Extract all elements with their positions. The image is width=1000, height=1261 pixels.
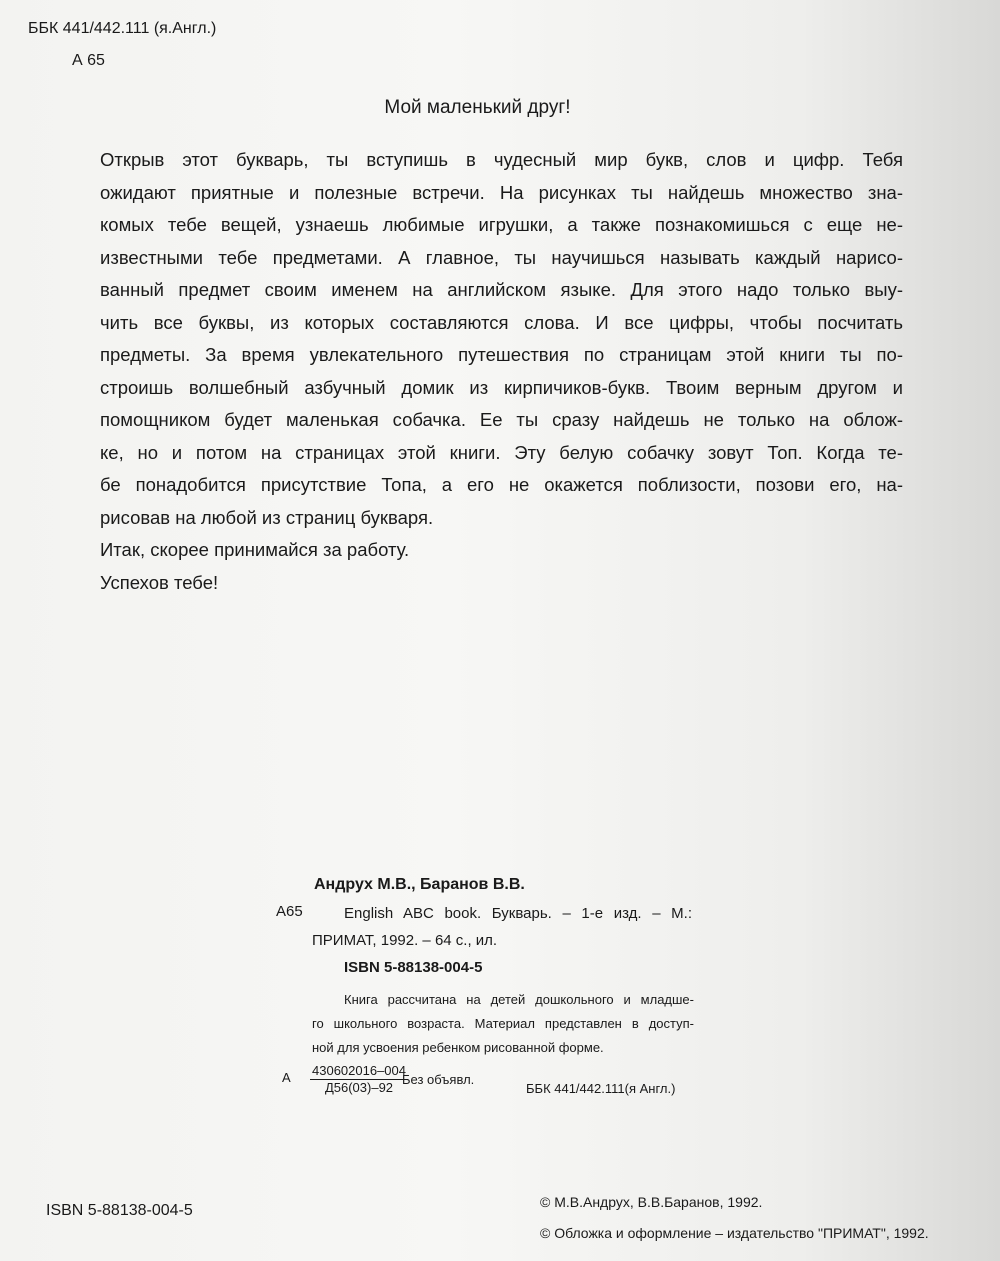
annotation-line: Книга рассчитана на детей дошкольного и младше- (344, 992, 694, 1007)
bbk-classification: ББК 441/442.111 (я.Англ.) (28, 20, 217, 37)
imprint-isbn: ISBN 5-88138-004-5 (344, 959, 483, 976)
author-mark: А 65 (72, 52, 105, 69)
imprint-title-line: English ABC book. Букварь. – 1-е изд. – М.: (344, 905, 692, 922)
annotation-line: го школьного возраста. Материал представлен в доступ- (312, 1016, 694, 1031)
annotation-line: ной для усвоения ребенком рисованной форме. (312, 1040, 604, 1055)
catalog-fraction (310, 1063, 408, 1096)
imprint-authors: Андрух М.В., Баранов В.В. (314, 876, 525, 893)
footer-isbn: ISBN 5-88138-004-5 (46, 1202, 193, 1219)
imprint-author-mark: А65 (276, 903, 303, 920)
letter-line: строишь волшебный азбучный домик из кирпичиков-букв. Твоим верным другом и (100, 376, 903, 398)
letter-line: ке, но и потом на страницах этой книги. Эту белую собачку зовут Топ. Когда те- (100, 441, 903, 463)
copyright-authors: © М.В.Андрух, В.В.Баранов, 1992. (540, 1194, 763, 1210)
letter-line: Открыв этот букварь, ты вступишь в чудесный мир букв, слов и цифр. Тебя (100, 149, 903, 170)
fraction-denominator: Д56(03)–92 (324, 1080, 394, 1095)
letter-line: бе понадобится присутствие Топа, а его не окажется поблизости, позови его, на- (100, 474, 903, 495)
imprint-publisher-line: ПРИМАТ, 1992. – 64 с., ил. (312, 932, 498, 949)
letter-line: ванный предмет своим именем на английском языке. Для этого надо только выу- (100, 279, 903, 300)
letter-sign-off: Успехов тебе! (100, 571, 219, 593)
letter-line: чить все буквы, из которых составляются слова. И все цифры, чтобы посчитать (100, 311, 903, 333)
letter-line: ожидают приятные и полезные встречи. На рисунках ты найдешь множество зна- (100, 181, 903, 203)
fraction-letter: А (282, 1070, 291, 1085)
fraction-numerator: 430602016–004 (312, 1063, 406, 1078)
letter-line: рисовав на любой из страниц букваря. (100, 506, 434, 528)
no-announcement-note: Без объявл. (402, 1072, 475, 1087)
copyright-design: © Обложка и оформление – издательство "ПРИМАТ", 1992. (540, 1225, 929, 1241)
letter-line: известными тебе предметами. А главное, ты научишься называть каждый нарисо- (100, 246, 903, 268)
letter-greeting: Мой маленький друг! (384, 97, 571, 118)
imprint-annotation (312, 988, 694, 1060)
letter-closing: Итак, скорее принимайся за работу. (100, 539, 410, 560)
imprint-bbk: ББК 441/442.111(я Англ.) (526, 1081, 676, 1096)
letter-line: помощником будет маленькая собачка. Ее ты сразу найдешь не только на облож- (100, 409, 903, 430)
letter-line: предметы. За время увлекательного путешествия по страницам этой книги ты по- (100, 344, 903, 365)
letter-body (100, 144, 903, 599)
letter-line: комых тебе вещей, узнаешь любимые игрушки, а также познакомишься с еще не- (100, 214, 903, 235)
